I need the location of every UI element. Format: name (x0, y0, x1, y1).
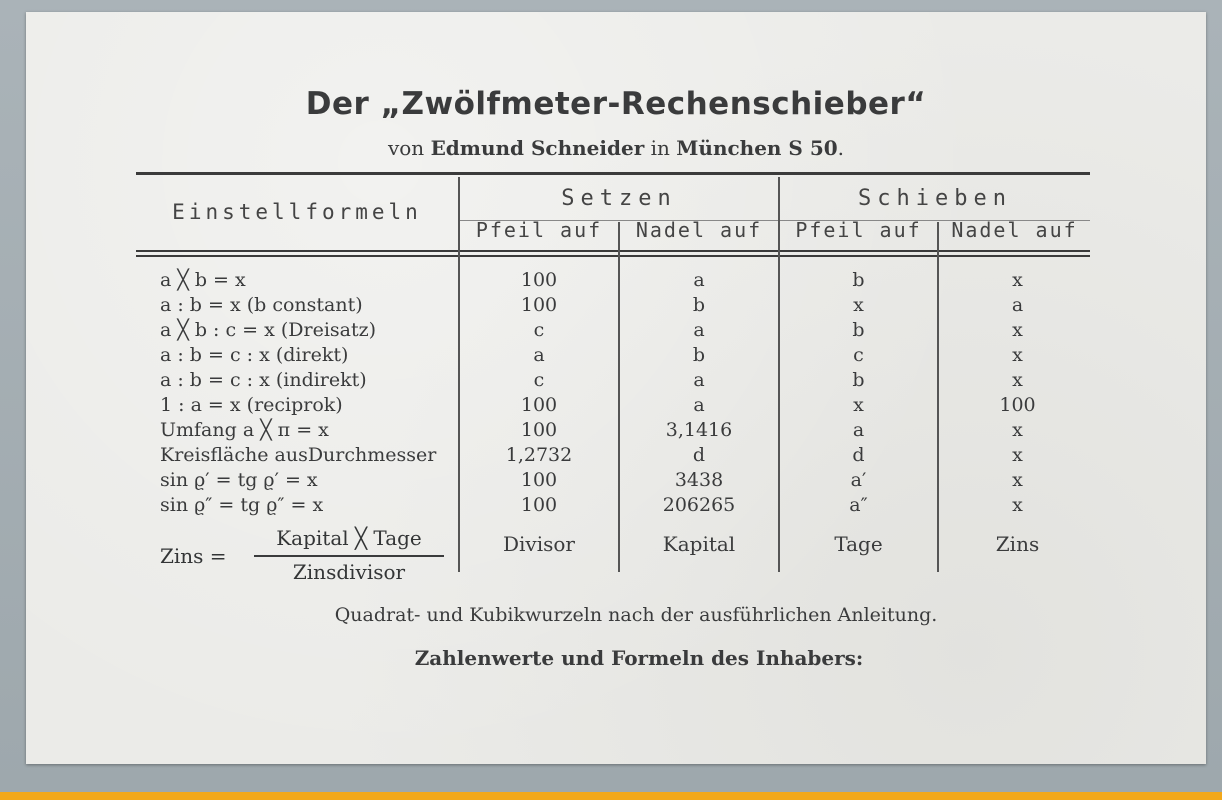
cell-zins-schieben-pfeil: Tage (834, 532, 883, 556)
cell-r3-setzen-pfeil: c (533, 319, 545, 341)
cell-r4-schieben-nadel: x (1012, 344, 1023, 366)
header-double-rule-2 (136, 255, 1090, 257)
cell-r5-setzen-nadel: a (693, 369, 705, 391)
header-nadel-auf-setzen: Nadel auf (635, 218, 763, 242)
formula-row-4: a : b = c : x (direkt) (160, 344, 349, 366)
page-title: Der „Zwölfmeter-Rechenschieber“ (305, 86, 927, 122)
header-einstellformeln: Einstellformeln (172, 200, 422, 224)
cell-r3-schieben-nadel: x (1012, 319, 1023, 341)
cell-r1-schieben-pfeil: b (852, 269, 865, 291)
formula-row-7: Umfang a ╳ π = x (160, 419, 329, 441)
footer-note: Quadrat- und Kubikwurzeln nach der ausführlichen Anleitung. (334, 604, 938, 626)
formula-row-3: a ╳ b : c = x (Dreisatz) (160, 319, 377, 341)
cell-r1-schieben-nadel: x (1012, 269, 1023, 291)
formula-row-8: Kreisfläche ausDurchmesser (160, 444, 437, 466)
formula-row-10: sin ϱ″ = tg ϱ″ = x (160, 494, 324, 516)
cell-r3-schieben-pfeil: b (852, 319, 865, 341)
bottom-color-strip (0, 792, 1222, 800)
subtitle-suffix: . (837, 136, 845, 160)
cell-r3-setzen-nadel: a (693, 319, 705, 341)
subtitle-city: München S 50 (676, 136, 838, 160)
cell-r6-setzen-nadel: a (693, 394, 705, 416)
header-pfeil-auf-schieben: Pfeil auf (795, 218, 922, 242)
header-setzen: Setzen (561, 186, 677, 211)
subtitle-mid: in (650, 136, 670, 160)
cell-r5-schieben-nadel: x (1012, 369, 1023, 391)
cell-r10-schieben-nadel: x (1012, 494, 1023, 516)
cell-r7-schieben-nadel: x (1012, 419, 1023, 441)
cell-r4-setzen-nadel: b (692, 344, 706, 366)
cell-r2-setzen-nadel: b (692, 294, 706, 316)
cell-r1-setzen-pfeil: 100 (520, 269, 558, 291)
cell-r8-setzen-nadel: d (692, 444, 706, 466)
subtitle-maker: Edmund Schneider (430, 136, 645, 160)
cell-r4-schieben-pfeil: c (853, 344, 864, 366)
header-double-rule-1 (136, 250, 1090, 252)
cell-r9-schieben-nadel: x (1012, 469, 1023, 491)
formula-row-2: a : b = x (b constant) (160, 294, 363, 316)
header-schieben: Schieben (858, 186, 1012, 211)
cell-r2-schieben-pfeil: x (853, 294, 864, 316)
header-pfeil-auf-setzen: Pfeil auf (475, 218, 603, 242)
cell-r2-setzen-pfeil: 100 (520, 294, 558, 316)
cell-r9-setzen-pfeil: 100 (520, 469, 558, 491)
cell-r6-setzen-pfeil: 100 (520, 394, 558, 416)
formula-row-9: sin ϱ′ = tg ϱ′ = x (160, 469, 318, 491)
cell-r10-setzen-pfeil: 100 (520, 494, 558, 516)
cell-r5-schieben-pfeil: b (852, 369, 865, 391)
cell-zins-schieben-nadel: Zins (995, 532, 1040, 556)
header-nadel-auf-schieben: Nadel auf (951, 218, 1078, 242)
formula-row-5: a : b = c : x (indirekt) (160, 369, 367, 391)
formula-row-6: 1 : a = x (reciprok) (160, 394, 343, 416)
formula-row-1: a ╳ b = x (160, 269, 246, 291)
cell-r7-schieben-pfeil: a (852, 419, 865, 441)
cell-r8-schieben-nadel: x (1012, 444, 1023, 466)
cell-zins-setzen-nadel: Kapital (662, 532, 736, 556)
cell-r8-schieben-pfeil: d (852, 444, 865, 466)
zins-denominator: Zinsdivisor (292, 560, 406, 584)
instruction-card (26, 12, 1206, 764)
zins-numerator: Kapital ╳ Tage (276, 526, 422, 550)
cell-r7-setzen-nadel: 3,1416 (665, 419, 733, 441)
cell-r9-setzen-nadel: 3438 (674, 469, 724, 491)
cell-r10-setzen-nadel: 206265 (662, 494, 736, 516)
cell-r2-schieben-nadel: a (1011, 294, 1024, 316)
cell-r8-setzen-pfeil: 1,2732 (505, 444, 573, 466)
cell-r7-setzen-pfeil: 100 (520, 419, 558, 441)
cell-r6-schieben-nadel: 100 (999, 394, 1036, 416)
zins-label: Zins = (160, 544, 227, 568)
cell-r5-setzen-pfeil: c (533, 369, 545, 391)
zins-fraction-bar (254, 555, 444, 557)
cell-r10-schieben-pfeil: a″ (849, 494, 868, 516)
cell-zins-setzen-pfeil: Divisor (503, 532, 575, 556)
subtitle (26, 136, 1206, 160)
cell-r4-setzen-pfeil: a (533, 344, 545, 366)
cell-r9-schieben-pfeil: a′ (850, 469, 867, 491)
table-top-rule (136, 172, 1090, 175)
footer-owner-heading: Zahlenwerte und Formeln des Inhabers: (414, 646, 864, 670)
subtitle-prefix: von (387, 136, 425, 160)
cell-r6-schieben-pfeil: x (853, 394, 864, 416)
cell-r1-setzen-nadel: a (693, 269, 705, 291)
